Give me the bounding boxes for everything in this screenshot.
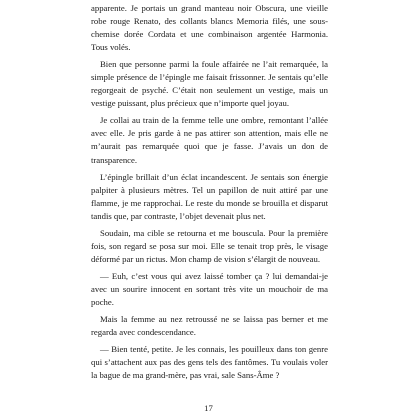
paragraph: — Euh, c’est vous qui avez laissé tomber ça ? lui demandai-je avec un sourire innocent en sortant très vite un mouchoir de ma poche.	[91, 270, 328, 307]
body-text	[91, 2, 328, 386]
paragraph: — Bien tenté, petite. Je les connais, les pouilleux dans ton genre qui s’attachent aux pas des gens tels des fantômes. Tu voulais voler la bague de ma grand-mère, pas vrai, sale Sans-Âme ?	[91, 344, 328, 381]
paragraph: L’épingle brillait d’un éclat incandescent. Je sentais son énergie palpiter à plusieurs mètres. Tel un papillon de nuit attiré par une flamme, je me rapprochai. Le reste du monde se brouilla et disparut tandis que, par contraste, l’objet devenait plus net.	[91, 171, 328, 221]
paragraph: Soudain, ma cible se retourna et me bouscula. Pour la première fois, son regard se posa sur moi. Elle se tenait trop près, le visage déformé par un rictus. Mon champ de vision s’élargit de nouveau.	[91, 227, 328, 264]
page-number: 17	[204, 403, 213, 413]
paragraph: apparente. Je portais un grand manteau noir Obscura, une vieille robe rouge Renato, des collants blancs Memoria filés, une sous-chemise dorée Cordata et une combinaison argentée Harmonia. Tous volés.	[91, 3, 328, 53]
paragraph: Mais la femme au nez retroussé ne se laissa pas berner et me regarda avec condescendance.	[91, 314, 328, 338]
paragraph: Je collai au train de la femme telle une ombre, remontant l’allée avec elle. Je pris garde à ne pas attirer son attention, mais elle ne m’aurait pas remarquée quoi que je fasse. J’avais un don de transparence.	[91, 115, 328, 165]
paragraph: Bien que personne parmi la foule affairée ne l’ait remarquée, la simple présence de l’épingle me faisait frissonner. Je sentais qu’elle regorgeait de psyché. C’était non seulement un vestige, mais un vestige puissant, plus précieux que n’importe quel joyau.	[91, 59, 328, 109]
